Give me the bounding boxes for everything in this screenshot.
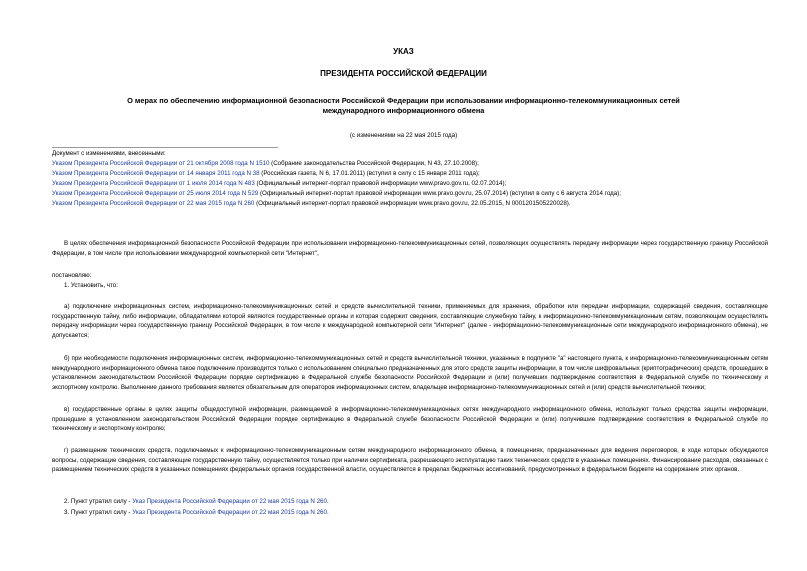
amendment-source: (Российская газета, N 6, 17.01.2011) (вступил в силу с 15 января 2011 года);: [259, 170, 480, 177]
amendment-link[interactable]: Указом Президента Российской Федерации от 22 мая 2015 года N 260: [52, 200, 255, 207]
amendment-link[interactable]: Указом Президента Российской Федерации от 14 января 2011 года N 38: [52, 170, 260, 177]
paragraph-3: [52, 508, 768, 518]
amendment-item: [52, 159, 772, 169]
amendment-source: (Официальный интернет-портал правовой информации www.pravo.gov.ru, 02.07.2014);: [254, 180, 507, 187]
paragraph-3-suffix: .: [326, 509, 329, 516]
amendment-item: [52, 189, 772, 199]
amendment-item: [52, 199, 772, 209]
preamble-paragraph: В целях обеспечения информационной безопасности Российской Федерации при использовании информационно-телекоммуникационных сетей, позволяющих осуществлять передачу информации через государственную границу Российской Федерации, в том числе при использовании международной компьютерной сети "Интернет",: [52, 240, 768, 257]
amendment-link[interactable]: Указом Президента Российской Федерации от 21 октября 2008 года N 1510: [52, 160, 270, 167]
paragraph-3-link[interactable]: Указ Президента Российской Федерации от 22 мая 2015 года N 260: [132, 509, 327, 516]
amendments-block: [52, 149, 772, 209]
amendment-source: (Собрание законодательства Российской Федерации, N 43, 27.10.2008);: [269, 160, 479, 167]
document-title: [60, 96, 747, 116]
amendment-source: (Официальный интернет-портал правовой информации www.pravo.gov.ru, 22.05.2015, N 0001201505220028).: [254, 200, 571, 207]
subparagraph-v: в) государственные органы в целях защиты общедоступной информации, размещаемой в информационно-телекоммуникационных сетях международного информационного обмена, используют только средства защиты информации, прошедшие в установленном законодательством Российской Федерации порядке сертификацию в Федеральной службе безопасности Российской Федерации и (или) получившие подтверждение соответствия в Федеральной службе по техническому и экспортному контролю;: [52, 406, 768, 433]
amendments-intro: Документ с изменениями, внесенными:: [52, 150, 166, 157]
separator-line: [52, 147, 278, 148]
decree-word: постановляю:: [52, 272, 92, 279]
paragraph-3-prefix: 3. Пункт утратил силу -: [64, 509, 133, 516]
amendment-link[interactable]: Указом Президента Российской Федерации от 25 июля 2014 года N 529: [52, 190, 259, 197]
amendment-date-note: (с изменениями на 22 мая 2015 года): [349, 132, 458, 139]
title-line-1: О мерах по обеспечению информационной безопасности Российской Федерации при использовании информационно-телекоммуникационных сетей: [127, 96, 680, 105]
paragraph-2-link[interactable]: Указ Президента Российской Федерации от 22 мая 2015 года N 260: [132, 498, 327, 505]
paragraph-1: 1. Установить, что:: [64, 282, 118, 289]
subparagraph-b: б) при необходимости подключения информационных систем, информационно-телекоммуникационных сетей и средств вычислительной техники, указанных в подпункте "а" настоящего пункта, к информационно-телекоммуникационным сетям международного информационного обмена такое подключение производится только с использованием специально предназначенных для этого средств защиты информации, в том числе шифровальных (криптографических) средств, прошедших в установленном законодательством Российской Федерации порядке сертификацию в Федеральной службе безопасности Российской Федерации и (или) получивших подтверждение соответствия в Федеральной службе по техническому и экспортному контролю. Выполнение данного требования является обязательным для операторов информационных систем, владельцев информационно-телекоммуникационных сетей и (или) средств вычислительной техники;: [52, 355, 768, 391]
title-line-2: международного информационного обмена: [322, 106, 485, 115]
amendment-item: [52, 179, 772, 189]
paragraph-2-suffix: .: [326, 498, 329, 505]
document-issuer: ПРЕЗИДЕНТА РОССИЙСКОЙ ФЕДЕРАЦИИ: [320, 69, 487, 78]
paragraph-2-prefix: 2. Пункт утратил силу -: [64, 498, 133, 505]
subparagraph-g: г) размещение технических средств, подключаемых к информационно-телекоммуникационным сетям международного информационного обмена, в помещениях, предназначенных для ведения переговоров, в ходе которых обсуждаются вопросы, содержащие сведения, составляющие государственную тайну, осуществляется только при наличии сертификата, разрешающего эксплуатацию таких технических средств в указанных помещениях. Финансирование расходов, связанных с размещением технических средств в указанных помещениях федеральных органов государственной власти, осуществляется в пределах бюджетных ассигнований, предусмотренных в федеральном бюджете на содержание этих органов.: [52, 447, 768, 474]
amendment-source: (Официальный интернет-портал правовой информации www.pravo.gov.ru, 25.07.2014) (вступил в силу с 6 августа 2014 года);: [258, 190, 621, 197]
amendment-item: [52, 169, 772, 179]
document-kind: УКАЗ: [393, 47, 414, 56]
paragraph-2: [52, 497, 768, 507]
subparagraph-a: а) подключение информационных систем, информационно-телекоммуникационных сетей и средств вычислительной техники, применяемых для хранения, обработки или передачи информации, содержащей сведения, составляющие государственную тайну, либо информации, обладателями которой являются государственные органы и которая содержит сведения, составляющие служебную тайну, к информационно-телекоммуникационным сетям, позволяющим осуществлять передачу информации через государственную границу Российской Федерации, в том числе к международной компьютерной сети "Интернет" (далее - информационно-телекоммуникационные сети международного информационного обмена), не допускается;: [52, 303, 768, 339]
amendment-link[interactable]: Указом Президента Российской Федерации от 1 июля 2014 года N 483: [52, 180, 255, 187]
